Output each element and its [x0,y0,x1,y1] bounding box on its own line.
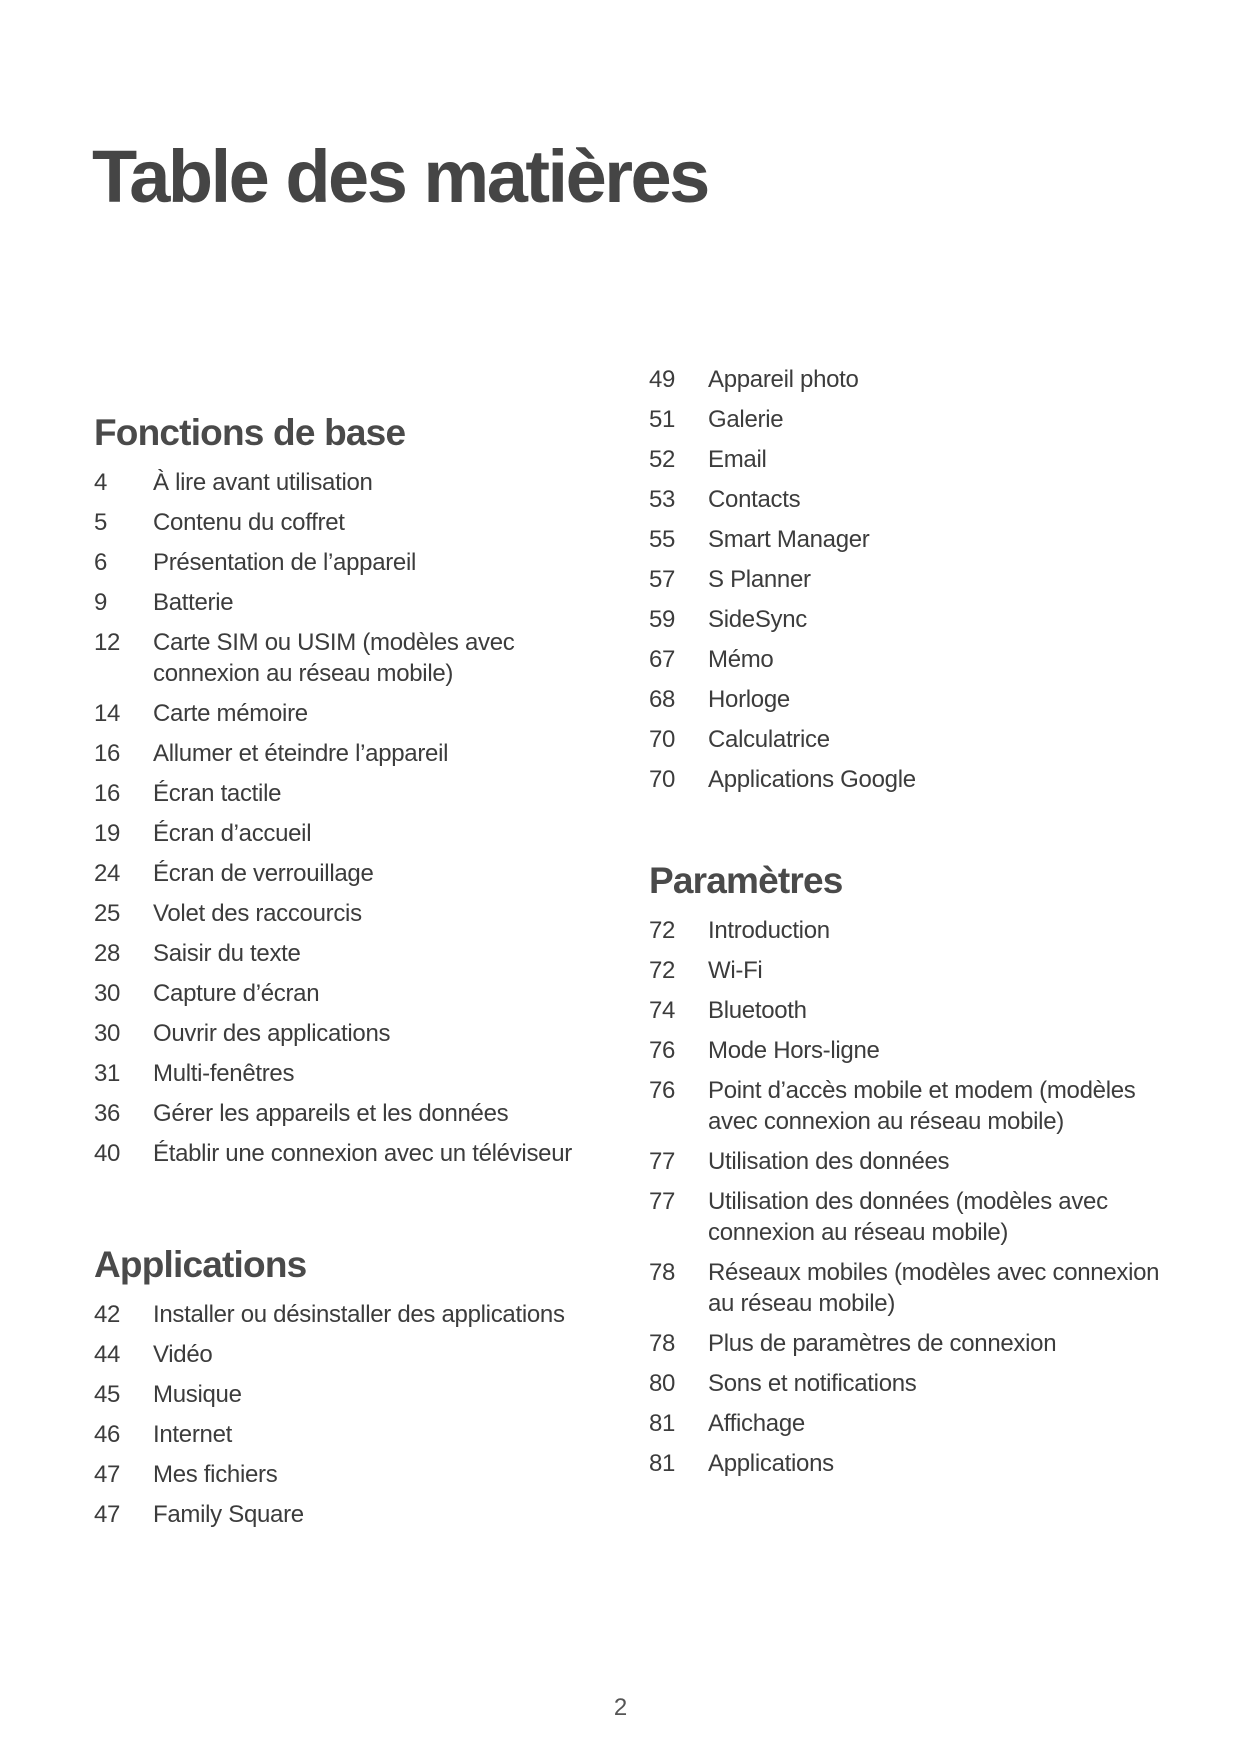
toc-page-number: 24 [94,860,121,887]
toc-section-parametres [649,857,1169,1479]
toc-list [94,1299,614,1530]
toc-page-number: 80 [649,1370,676,1397]
toc-list [94,467,614,1169]
toc-label: Point d’accès mobile et modem (modèles avec connexion au réseau mobile) [708,1077,1136,1135]
toc-page-number: 68 [649,686,676,713]
page-title: Table des matières [92,135,708,218]
toc-label: Batterie [153,589,234,616]
toc-page-number: 67 [649,646,676,673]
toc-label: Mes fichiers [153,1461,278,1488]
toc-left-column [94,410,614,1539]
toc-entry[interactable] [94,627,614,689]
toc-entry[interactable] [649,1368,1169,1399]
toc-entry[interactable] [649,644,1169,675]
toc-entry[interactable] [649,564,1169,595]
toc-page-number: 45 [94,1381,121,1408]
toc-page-number: 76 [649,1037,676,1064]
toc-label: Bluetooth [708,997,807,1024]
toc-label: Calculatrice [708,726,830,753]
toc-entry[interactable] [94,738,614,769]
toc-page-number: 72 [649,957,676,984]
toc-page-number: 74 [649,997,676,1024]
toc-label: Musique [153,1381,242,1408]
toc-page-number: 49 [649,366,676,393]
toc-page-number: 5 [94,509,108,536]
toc-label: Mémo [708,646,774,673]
toc-label: Carte SIM ou USIM (modèles avec connexion au réseau mobile) [153,629,515,687]
toc-label: Multi-fenêtres [153,1060,295,1087]
toc-entry[interactable] [94,1058,614,1089]
toc-entry[interactable] [649,995,1169,1026]
toc-label: Smart Manager [708,526,870,553]
toc-entry[interactable] [94,1419,614,1450]
toc-label: Allumer et éteindre l’appareil [153,740,449,767]
toc-label: S Planner [708,566,811,593]
toc-section-applications-continued [649,364,1169,795]
toc-page-number: 4 [94,469,108,496]
toc-label: Volet des raccourcis [153,900,362,927]
toc-page-number: 14 [94,700,121,727]
toc-label: Ouvrir des applications [153,1020,391,1047]
toc-page-number: 81 [649,1450,676,1477]
toc-right-column [649,364,1169,1488]
toc-page-number: 16 [94,780,121,807]
toc-label: Email [708,446,767,473]
toc-label: SideSync [708,606,807,633]
toc-entry[interactable] [94,778,614,809]
toc-page-number: 55 [649,526,676,553]
toc-label: Capture d’écran [153,980,320,1007]
toc-page-number: 9 [94,589,108,616]
toc-label: Applications [708,1450,834,1477]
toc-page-number: 53 [649,486,676,513]
toc-label: Gérer les appareils et les données [153,1100,509,1127]
toc-page-number: 47 [94,1461,121,1488]
toc-entry[interactable] [94,858,614,889]
toc-label: Écran tactile [153,780,282,807]
toc-page-number: 44 [94,1341,121,1368]
toc-entry[interactable] [94,1459,614,1490]
toc-page-number: 16 [94,740,121,767]
toc-page-number: 31 [94,1060,121,1087]
toc-label: Saisir du texte [153,940,301,967]
toc-entry[interactable] [649,1257,1169,1319]
toc-label: Présentation de l’appareil [153,549,417,576]
toc-entry[interactable] [94,1499,614,1530]
toc-label: Réseaux mobiles (modèles avec connexion au réseau mobile) [708,1259,1160,1317]
toc-label: Utilisation des données (modèles avec connexion au réseau mobile) [708,1188,1108,1246]
toc-page-number: 28 [94,940,121,967]
toc-entry[interactable] [649,1035,1169,1066]
toc-entry[interactable] [94,1098,614,1129]
toc-label: Installer ou désinstaller des applications [153,1301,565,1328]
toc-page-number: 76 [649,1077,676,1104]
toc-entry[interactable] [94,1379,614,1410]
toc-entry[interactable] [649,955,1169,986]
toc-page-number: 47 [94,1501,121,1528]
section-title: Paramètres [649,860,843,901]
toc-section-fonctions-de-base [94,409,614,1169]
toc-entry[interactable] [649,444,1169,475]
toc-page-number: 70 [649,766,676,793]
toc-entry[interactable] [94,1299,614,1330]
toc-entry[interactable] [94,507,614,538]
toc-label: Contenu du coffret [153,509,345,536]
toc-entry[interactable] [649,484,1169,515]
toc-label: Applications Google [708,766,916,793]
toc-entry[interactable] [94,467,614,498]
section-title: Fonctions de base [94,412,406,453]
toc-page-number: 42 [94,1301,121,1328]
toc-page-number: 12 [94,629,121,656]
toc-entry[interactable] [649,1075,1169,1137]
toc-page-number: 52 [649,446,676,473]
section-title: Applications [94,1244,307,1285]
toc-entry[interactable] [649,764,1169,795]
toc-label: À lire avant utilisation [153,469,373,496]
toc-label: Mode Hors-ligne [708,1037,880,1064]
toc-entry[interactable] [649,524,1169,555]
toc-page-number: 19 [94,820,121,847]
toc-entry[interactable] [94,1018,614,1049]
toc-page-number: 70 [649,726,676,753]
page-number: 2 [613,1694,628,1721]
toc-label: Carte mémoire [153,700,308,727]
toc-entry[interactable] [649,404,1169,435]
toc-label: Écran d’accueil [153,820,312,847]
toc-entry[interactable] [649,915,1169,946]
toc-page-number: 77 [649,1188,676,1215]
toc-page-number: 30 [94,980,121,1007]
toc-entry[interactable] [649,1146,1169,1177]
toc-label: Contacts [708,486,801,513]
toc-label: Horloge [708,686,790,713]
toc-entry[interactable] [649,364,1169,395]
toc-entry[interactable] [94,818,614,849]
toc-page-number: 77 [649,1148,676,1175]
toc-entry[interactable] [94,1339,614,1370]
toc-label: Sons et notifications [708,1370,917,1397]
toc-entry[interactable] [94,698,614,729]
toc-page-number: 78 [649,1259,676,1286]
toc-page-number: 36 [94,1100,121,1127]
toc-label: Écran de verrouillage [153,860,374,887]
toc-entry[interactable] [94,587,614,618]
toc-page-number: 25 [94,900,121,927]
toc-page-number: 40 [94,1140,121,1167]
toc-entry[interactable] [94,978,614,1009]
toc-page-number: 59 [649,606,676,633]
toc-entry[interactable] [94,547,614,578]
toc-section-applications [94,1241,614,1530]
toc-entry[interactable] [94,938,614,969]
toc-page-number: 46 [94,1421,121,1448]
toc-label: Internet [153,1421,232,1448]
toc-label: Galerie [708,406,784,433]
toc-entry[interactable] [94,898,614,929]
toc-entry[interactable] [649,1328,1169,1359]
toc-label: Vidéo [153,1341,213,1368]
toc-entry[interactable] [649,604,1169,635]
toc-label: Établir une connexion avec un téléviseur [153,1140,572,1167]
toc-entry[interactable] [649,684,1169,715]
toc-label: Wi-Fi [708,957,763,984]
toc-page-number: 57 [649,566,676,593]
toc-page-number: 81 [649,1410,676,1437]
toc-page-number: 30 [94,1020,121,1047]
toc-label: Introduction [708,917,830,944]
toc-list [649,364,1169,795]
toc-page-number: 78 [649,1330,676,1357]
toc-entry[interactable] [649,724,1169,755]
toc-page-number: 72 [649,917,676,944]
toc-page-number: 6 [94,549,108,576]
toc-label: Plus de paramètres de connexion [708,1330,1057,1357]
toc-label: Affichage [708,1410,805,1437]
toc-label: Appareil photo [708,366,859,393]
toc-entry[interactable] [649,1408,1169,1439]
toc-entry[interactable] [94,1138,614,1169]
toc-label: Family Square [153,1501,304,1528]
toc-entry[interactable] [649,1448,1169,1479]
toc-entry[interactable] [649,1186,1169,1248]
toc-page-number: 51 [649,406,676,433]
toc-label: Utilisation des données [708,1148,950,1175]
toc-list [649,915,1169,1479]
